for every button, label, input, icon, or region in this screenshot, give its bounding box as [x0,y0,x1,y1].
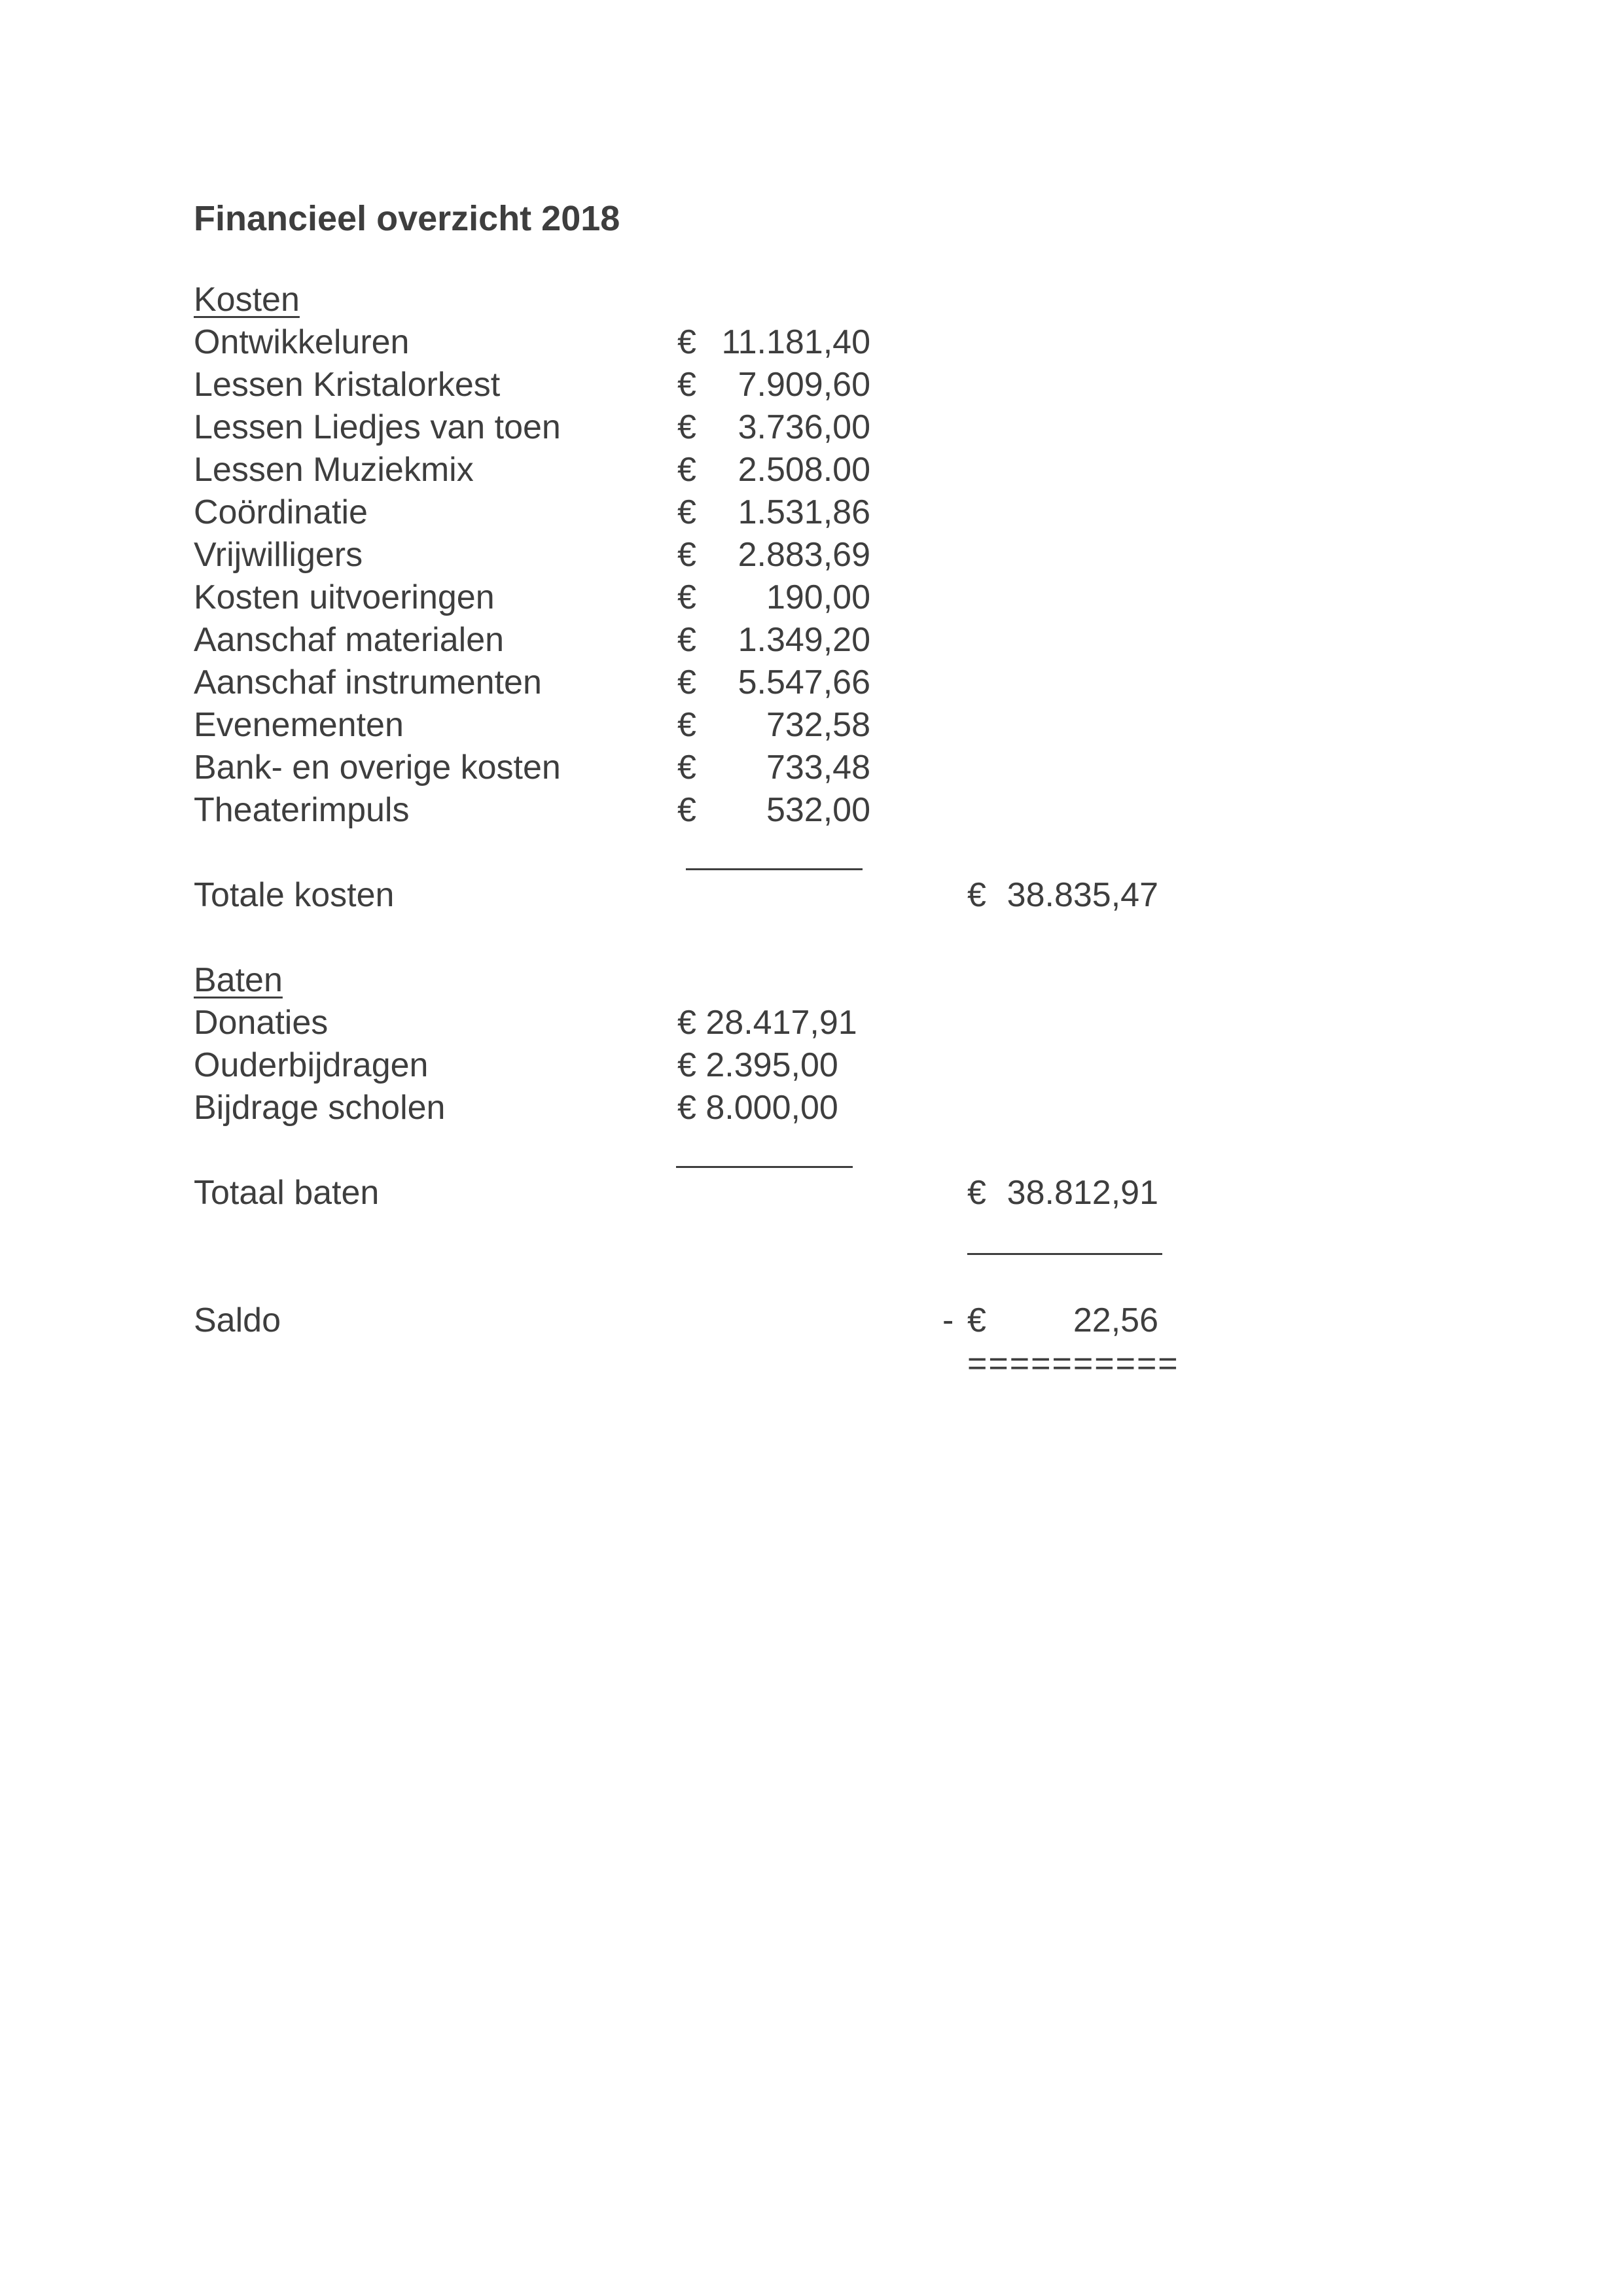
kosten-amount: 732,58 [766,706,870,744]
kosten-amount: 5.547,66 [738,663,870,701]
baten-value: € 28.417,91 [677,1004,857,1042]
saldo-double-rule: ========== [967,1345,1179,1383]
baten-total-rule [967,1253,1162,1255]
baten-total-amount: 38.812,91 [1007,1174,1158,1212]
kosten-total-label: Totale kosten [194,876,395,914]
kosten-currency: € [677,578,696,616]
saldo-label: Saldo [194,1301,281,1339]
kosten-label: Theaterimpuls [194,791,410,829]
kosten-currency: € [677,366,696,404]
kosten-currency: € [677,791,696,829]
saldo-amount: 22,56 [1073,1301,1158,1339]
kosten-heading: Kosten [194,281,300,319]
kosten-amount: 190,00 [766,578,870,616]
document-title: Financieel overzicht 2018 [194,199,620,238]
kosten-amount: 2.883,69 [738,536,870,574]
kosten-amount: 1.531,86 [738,493,870,531]
kosten-label: Evenementen [194,706,404,744]
baten-total-currency: € [967,1174,986,1212]
kosten-amount: 3.736,00 [738,408,870,446]
kosten-currency: € [677,493,696,531]
kosten-amount: 1.349,20 [738,621,870,659]
baten-heading: Baten [194,961,283,999]
kosten-label: Ontwikkeluren [194,323,410,361]
kosten-label: Lessen Liedjes van toen [194,408,561,446]
kosten-currency: € [677,663,696,701]
kosten-amount: 532,00 [766,791,870,829]
kosten-amount: 7.909,60 [738,366,870,404]
kosten-currency: € [677,451,696,489]
kosten-label: Aanschaf materialen [194,621,505,659]
kosten-subtotal-rule [686,868,863,870]
baten-label: Ouderbijdragen [194,1046,429,1084]
baten-total-label: Totaal baten [194,1174,380,1212]
kosten-label: Coördinatie [194,493,368,531]
kosten-amount: 733,48 [766,749,870,786]
kosten-currency: € [677,408,696,446]
baten-subtotal-rule [676,1166,853,1168]
baten-value: € 2.395,00 [677,1046,838,1084]
kosten-amount: 11.181,40 [721,323,870,361]
kosten-currency: € [677,323,696,361]
saldo-currency: € [967,1301,986,1339]
kosten-currency: € [677,621,696,659]
baten-label: Donaties [194,1004,329,1042]
kosten-currency: € [677,706,696,744]
baten-label: Bijdrage scholen [194,1089,446,1127]
kosten-label: Lessen Muziekmix [194,451,474,489]
kosten-label: Vrijwilligers [194,536,363,574]
baten-value: € 8.000,00 [677,1089,838,1127]
kosten-label: Lessen Kristalorkest [194,366,501,404]
kosten-label: Kosten uitvoeringen [194,578,495,616]
saldo-sign: - [942,1301,954,1339]
kosten-label: Bank- en overige kosten [194,749,561,786]
kosten-amount: 2.508.00 [738,451,870,489]
kosten-currency: € [677,536,696,574]
kosten-total-currency: € [967,876,986,914]
kosten-label: Aanschaf instrumenten [194,663,542,701]
kosten-total-amount: 38.835,47 [1007,876,1158,914]
kosten-currency: € [677,749,696,786]
